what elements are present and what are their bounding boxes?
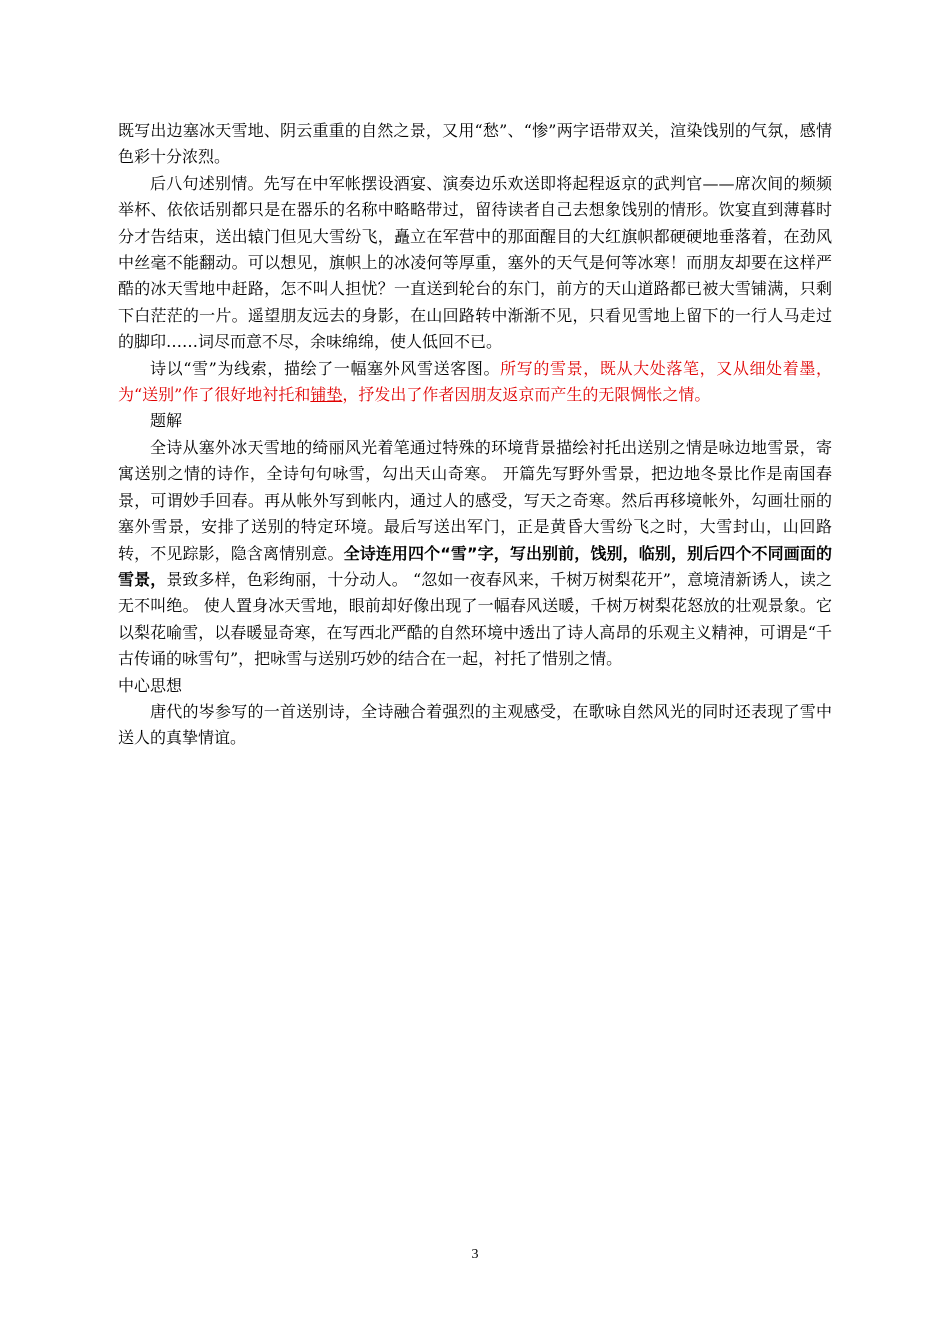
paragraph-continuation: 既写出边塞冰天雪地、阴云重重的自然之景，又用“愁”、“惨”两字语带双关，渲染饯别的气氛，感情色彩十分浓烈。: [118, 121, 832, 167]
theme-highlight-text: 所写的雪景，既从大处落笔，又从细处着墨，为“送别”作了很好地衬托和: [118, 358, 832, 405]
document-body: [118, 118, 832, 752]
tijie-bold-text: 全诗连用四个“雪”字，写出别前，饯别，临别，别后四个不同画面的雪景，: [118, 543, 832, 589]
page-number: 3: [471, 1247, 479, 1262]
theme-underlined-word: 铺垫: [310, 385, 343, 405]
theme-highlight-text-end: ，抒发出了作者因朋友返京而产生的无限惆怅之情。: [342, 385, 711, 405]
paragraph-center-idea: 唐代的岑参写的一首送别诗，全诗融合着强烈的主观感受，在歌咏自然风光的同时还表现了雪中送人的真挚情谊。: [118, 701, 832, 748]
tijie-text-part-2: 景致多样，色彩绚丽，十分动人。 “忽如一夜春风来，千树万树梨花开”，意境清新诱人，读之无不叫绝。 使人置身冰天雪地，眼前却好像出现了一幅春风送暖，千树万树梨花怒放的壮观景象。它以梨花喻雪，以春暖显奇寒，在写西北严酷的自然环境中透出了诗人高昂的乐观主义精神，可谓是“千古传诵的咏雪句”，把咏雪与送别巧妙的结合在一起，衬托了惜别之情。: [118, 569, 832, 669]
paragraph-farewell: 后八句述别情。先写在中军帐摆设酒宴、演奏边乐欢送即将起程返京的武判官——席次间的频频举杯、依依话别都只是在器乐的名称中略略带过，留待读者自己去想象饯别的情形。饮宴直到薄暮时分才告结束，送出辕门但见大雪纷飞，矗立在军营中的那面醒目的大红旗帜都硬硬地垂落着，在劲风中丝毫不能翻动。可以想见，旗帜上的冰凌何等厚重，塞外的天气是何等冰寒！而朋友却要在这样严酷的冰天雪地中赶路，怎不叫人担忧？一直送到轮台的东门，前方的天山道路都已被大雪铺满，只剩下白茫茫的一片。遥望朋友远去的身影，在山回路转中渐渐不见，只看见雪地上留下的一行人马走过的脚印……词尽而意不尽，余味绵绵，使人低回不已。: [118, 173, 832, 352]
paragraph-tijie: [118, 435, 832, 673]
theme-plain-text: 诗以“雪”为线索，描绘了一幅塞外风雪送客图。: [150, 358, 501, 378]
tijie-text-part-1: 全诗从塞外冰天雪地的绮丽风光着笔通过特殊的环境背景描绘衬托出送别之情是咏边地雪景，寄寓送别之情的诗作，全诗句句咏雪，勾出天山奇寒。 开篇先写野外雪景，把边地冬景比作是南国春景，可谓妙手回春。再从帐外写到帐内，通过人的感受，写天之奇寒。然后再移境帐外，勾画壮丽的塞外雪景，安排了送别的特定环境。最后写送出军门，正是黄昏大雪纷飞之时，大雪封山，山回路转，不见踪影，隐含离情别意。: [118, 437, 832, 563]
heading-center-idea: 中心思想: [118, 675, 183, 695]
heading-tijie: 题解: [150, 411, 183, 431]
paragraph-theme: [118, 356, 832, 409]
